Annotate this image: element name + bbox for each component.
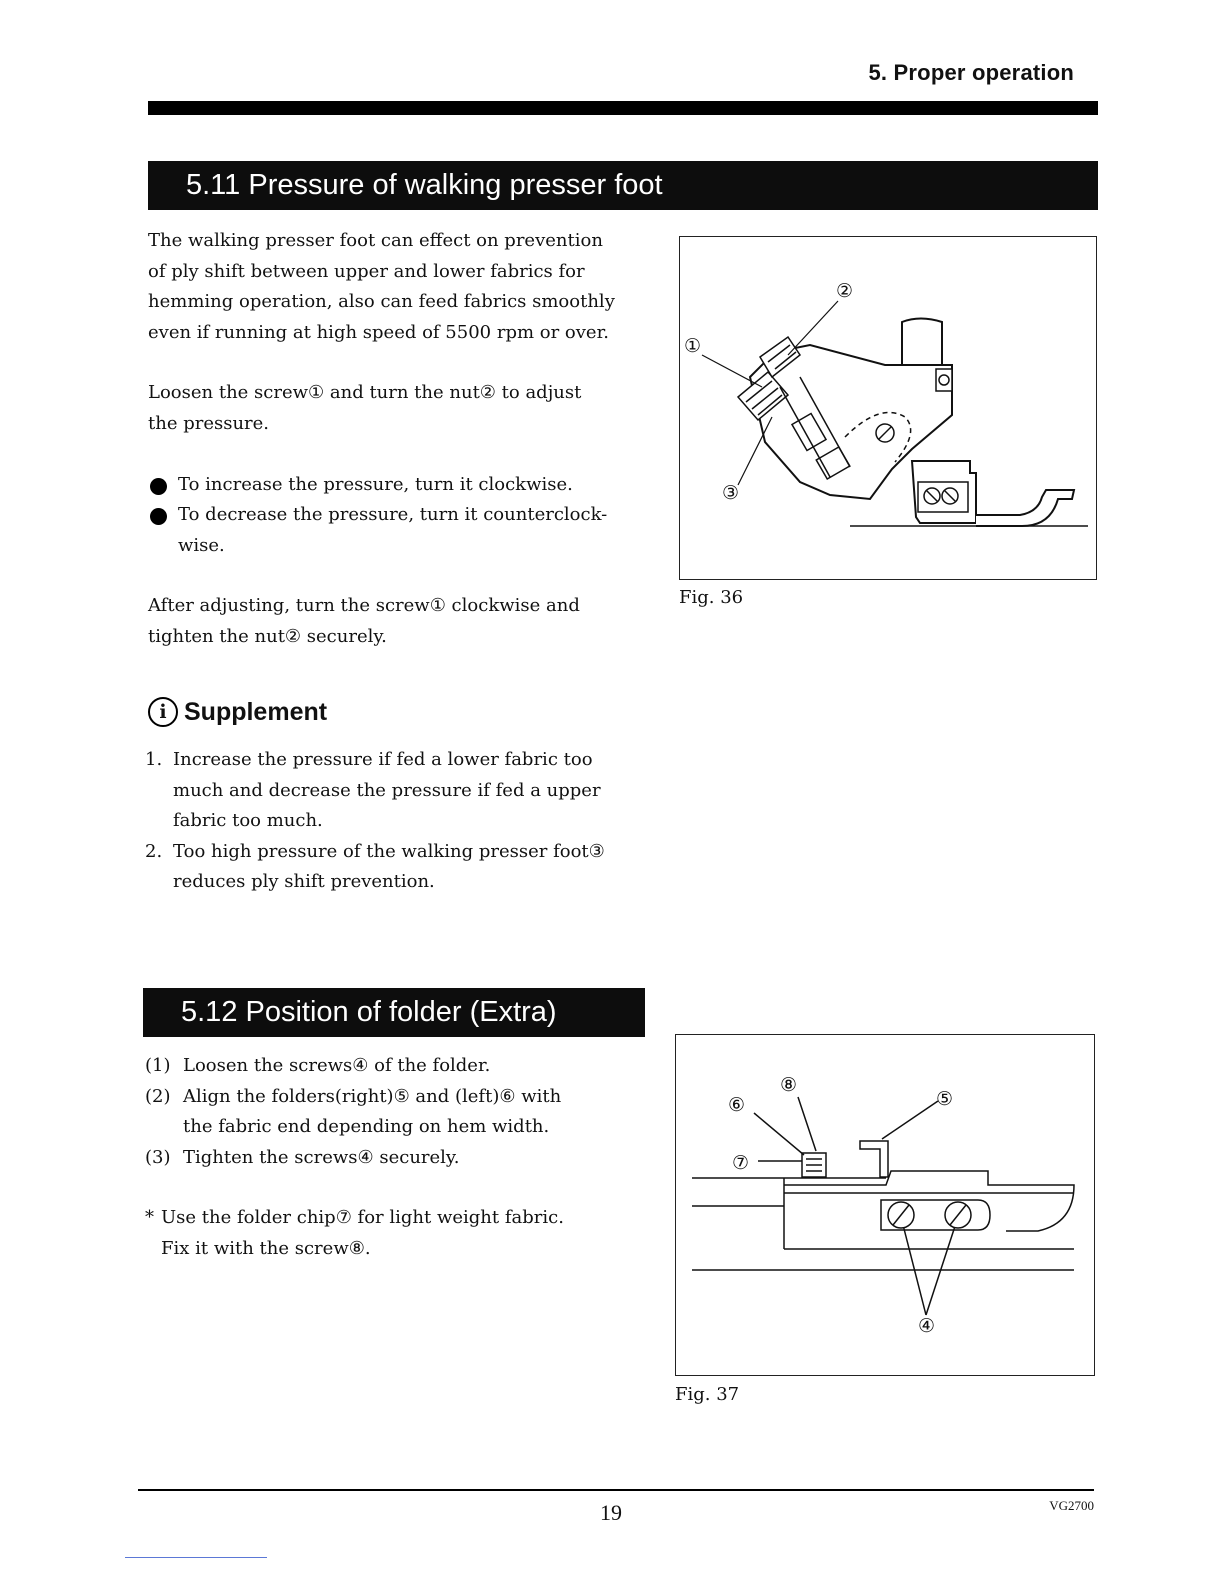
footer-rule <box>138 1489 1094 1491</box>
bullet-item-decrease <box>148 500 668 561</box>
callout-6: ⑥ <box>728 1094 746 1116</box>
bullet-dot-icon <box>150 478 167 495</box>
step-text: Tighten the screws④ securely. <box>183 1146 460 1168</box>
list-text: reduces ply shift prevention. <box>173 871 435 893</box>
step-number: (1) <box>145 1055 171 1076</box>
callout-5: ⑤ <box>936 1088 954 1110</box>
note-text: Use the folder chip⑦ for light weight fabric. <box>161 1207 564 1229</box>
figure-36-caption: Fig. 36 <box>679 587 744 608</box>
intro-line: hemming operation, also can feed fabrics smoothly <box>148 291 615 313</box>
step-item <box>145 1082 665 1143</box>
section-511-body <box>148 226 668 653</box>
bullet-text: To increase the pressure, turn it clockwise. <box>178 473 573 495</box>
callout-3: ③ <box>722 482 740 504</box>
supplement-title: Supplement <box>184 697 328 726</box>
step-number: (3) <box>145 1146 171 1168</box>
after-adjust-line: tighten the nut② securely. <box>148 625 387 647</box>
header-rule <box>148 101 1098 115</box>
list-text: Increase the pressure if fed a lower fabric too <box>173 749 593 770</box>
section-511-title: 5.11 Pressure of walking presser foot <box>148 161 1098 210</box>
step-item <box>145 1051 665 1082</box>
step-number: (2) <box>145 1085 171 1107</box>
step-text: the fabric end depending on hem width. <box>183 1116 550 1138</box>
list-item <box>145 745 665 837</box>
after-adjust-line: After adjusting, turn the screw① clockwise and <box>148 595 580 617</box>
link-underline <box>125 1557 267 1558</box>
callout-8: ⑧ <box>780 1074 798 1096</box>
list-text: fabric too much. <box>173 810 323 832</box>
bullet-text: To decrease the pressure, turn it counterclock- <box>178 504 608 526</box>
page-number: 19 <box>600 1500 622 1525</box>
step-text: Align the folders(right)⑤ and (left)⑥ with <box>183 1085 562 1107</box>
figure-37 <box>675 1034 1095 1376</box>
adjust-line: Loosen the screw① and turn the nut② to adjust <box>148 382 582 404</box>
bullet-dot-icon <box>150 508 167 525</box>
model-code: VG2700 <box>1049 1498 1094 1513</box>
step-text: Loosen the screws④ of the folder. <box>183 1055 491 1076</box>
intro-line: even if running at high speed of 5500 rpm or over. <box>148 321 609 343</box>
callout-4: ④ <box>918 1315 936 1337</box>
callout-7: ⑦ <box>732 1152 750 1174</box>
list-text: Too high pressure of the walking presser foot③ <box>173 840 605 862</box>
list-number: 2. <box>145 840 163 862</box>
adjust-line: the pressure. <box>148 412 270 434</box>
callout-1: ① <box>684 335 702 357</box>
note-item <box>145 1203 665 1264</box>
supplement-heading <box>148 697 327 727</box>
intro-line: The walking presser foot can effect on prevention <box>148 230 603 251</box>
section-512-steps <box>145 1051 665 1265</box>
section-512-title: 5.12 Position of folder (Extra) <box>143 988 645 1037</box>
list-item <box>145 837 665 898</box>
step-item <box>145 1143 665 1174</box>
folder-diagram <box>676 1035 1093 1374</box>
list-text: much and decrease the pressure if fed a upper <box>173 779 601 801</box>
supplement-list <box>145 745 665 898</box>
bullet-item-increase <box>148 470 668 501</box>
callout-2: ② <box>836 280 854 302</box>
presser-foot-diagram <box>680 237 1095 578</box>
list-number: 1. <box>145 749 163 770</box>
info-icon: i <box>148 697 178 727</box>
note-asterisk: * <box>145 1207 154 1229</box>
running-header: 5. Proper operation <box>868 60 1074 85</box>
bullet-text: wise. <box>178 534 225 556</box>
figure-36 <box>679 236 1097 580</box>
note-text: Fix it with the screw⑧. <box>161 1237 371 1259</box>
intro-line: of ply shift between upper and lower fabrics for <box>148 260 585 282</box>
figure-37-caption: Fig. 37 <box>675 1384 740 1405</box>
